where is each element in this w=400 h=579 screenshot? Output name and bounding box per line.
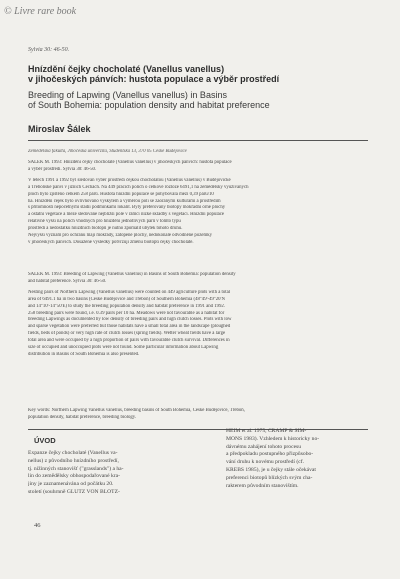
- intro-right-line: preferenci biotopů blízkých svým cha-: [226, 474, 313, 481]
- abstract-english-line: size of occupied and unoccupied plots were not found. Some particular information about Lapwing: [28, 345, 219, 351]
- abstract-czech: [28, 160, 370, 247]
- intro-right-line: HEIM et al. 1975, CRAMP & SIM-: [226, 428, 307, 434]
- keywords-line: population density, habitat preference, breeding biology.: [28, 414, 137, 420]
- title-english: Breeding of Lapwing (Vanellus vanellus) in Basins: [28, 90, 227, 100]
- abstract-english-line: area of 6491.1 ha in two basins (České Budějovice and Třeboň) of Southern Bohemia (48°49'-49°20'N: [28, 296, 225, 302]
- intro-right-line: a předpokladu postupného přizpůsobo-: [226, 451, 314, 458]
- intro-left-line: století (souhrnně GLUTZ VON BLOTZ-: [28, 488, 120, 495]
- intro-right-line: KREBS 1985), je u čejky stále očekávat: [226, 466, 316, 473]
- title-czech: Hnízdění čejky chocholaté (Vanellus vanellus): [28, 64, 225, 74]
- journal-reference: Sylvia 30: 46-50.: [28, 47, 70, 53]
- intro-left-line: Expanze čejky chocholaté (Vanellus va-: [28, 450, 118, 456]
- abstract-czech-line: a Třeboňské pánvi v jižních Čechách. Na 449 pracích polích o celkové rozloze 6491,1 ha zemědělsky využívaných: [28, 184, 249, 190]
- abstract-czech-line: relativně vyšší na polích vhodných pro hnízdění jednotlivých párů v tomto typu: [28, 219, 181, 225]
- intro-right-line: MONS 1983). Vzhledem k historicky no-: [226, 435, 320, 442]
- abstract-english-line: ŠÁLEK M. 1993: Breeding of Lapwing (Vanellus vanellus) in Basins of South Bohemia: population density: [28, 272, 236, 277]
- intro-left-line: jiny je zaznamenávána od počátku 20.: [28, 481, 114, 488]
- abstract-english-line: breeding Lapwings as documented by low density of breeding pairs and high clutch losses. Plots with low: [28, 317, 232, 323]
- abstract-czech-line: V letech 1991 a 1992 byl sledován výběr prostředí čejkou chocholatou (Vanellus vanellus) v Budějovické: [28, 177, 231, 183]
- affiliation: Zemědělská fakulta, Jihočeská univerzita, Studentská 13, 370 05 České Budějovice: [28, 149, 187, 154]
- abstract-english-line: and 14°10'-14°50'E) to study the breeding population density and habitat preference in 1991 and 1992.: [28, 303, 225, 309]
- watermark: © Livre rare book: [4, 6, 77, 17]
- abstract-czech-line: a výběr prostředí. Sylvia 30: 46-50.: [28, 166, 97, 172]
- abstract-english: [28, 272, 370, 359]
- abstract-czech-line: v jihočeských pánvích. Dosažené výsledky potvrzují změnu biotopů čejky chocholaté.: [28, 239, 194, 245]
- intro-column-left: [28, 450, 140, 497]
- section-heading: ÚVOD: [34, 436, 56, 445]
- abstract-czech-line: ŠÁLEK M. 1993: Hnízdění čejky chocholaté (Vanellus vanellus) v jihočeských pánvích: hustota populace: [28, 160, 232, 165]
- intro-right-line: vání druhu k novému prostředí (cf.: [226, 459, 304, 466]
- abstract-english-line: and sparse vegetation were preferred but those habitats have a small total area in the landscape (ploughed: [28, 324, 231, 330]
- intro-right-line: rakterem původním stanovištím.: [226, 482, 299, 489]
- intro-left-line: tj. nížinných stanovišť ("grasslands") a ha-: [28, 465, 124, 472]
- abstract-english-line: fields, beds of ponds) or very high rate of clutch losses (spring fields). Wetter wheat fields have a large: [28, 331, 226, 337]
- intro-left-line: lin do zemědělsky obhospodařované kra-: [28, 473, 120, 480]
- abstract-czech-line: ha. Hnízdění čejek bylo ovlivňováno výskytem a výměrou polí se zaoranými kulturami a prostředím: [28, 198, 221, 204]
- author-name: Miroslav Šálek: [28, 124, 91, 134]
- abstract-czech-line: s přítomností nepočetnými stádii podmínkami lokalit. Byly preferovány biotopy mokřadní orné plochy: [28, 205, 226, 211]
- abstract-czech-line: prostředí a nedostatku hnízdních biotopů je nutno zpomalit úbytek tohoto druhu.: [28, 226, 183, 232]
- abstract-czech-line: Nejvyšší význam pro ochranu mají mokřady, zatopené plochy, nedokonalé odvodněné pozemky: [28, 233, 213, 239]
- intro-left-line: nellus) z původního hnízdního prostředí,: [28, 457, 119, 464]
- abstract-english-line: Nesting pairs of Northern Lapwing (Vanellus vanellus) were counted on 449 agriculture plots with a total: [28, 289, 231, 295]
- abstract-english-line: distribution in Basins of South Bohemia is also presented.: [28, 351, 140, 357]
- abstract-czech-line: a ostatní vegetace a meze sledované nejbližší pole v rámci nízké skladby s vegetací. Hnízdní populace: [28, 212, 225, 218]
- title-english-line-2: of South Bohemia: population density and habitat preference: [28, 100, 270, 110]
- abstract-english-line: total area and were occupied by a high proportion of pairs with favourable clutch survival. Differences in: [28, 338, 230, 344]
- divider-line: [28, 140, 368, 141]
- abstract-english-line: and habitat preference. Sylvia 30: 46-50.: [28, 278, 107, 284]
- keywords-line: Key words: Northern Lapwing Vanellus vanellus, breeding basins of South Bohemia, České Budějovice, Třeboň,: [28, 408, 245, 413]
- intro-column-right: [226, 428, 366, 490]
- abstract-english-line: 258 breeding pairs were found, i.e. 0.39 pairs per 10 ha. Meadows were not favourable as a habitat for: [28, 310, 225, 316]
- keywords: [28, 408, 370, 422]
- abstract-czech-line: ploch bylo zjištěno celkem 258 párů. Hustota hnízdní populace se pohybovala mezi 0,39 páru/10: [28, 191, 214, 197]
- intro-right-line: dávnému zahájení tohoto procesu: [226, 443, 302, 450]
- page-number: 46: [34, 522, 41, 529]
- title-czech-line-2: v jihočeských pánvích: hustota populace a výběr prostředí: [28, 74, 280, 84]
